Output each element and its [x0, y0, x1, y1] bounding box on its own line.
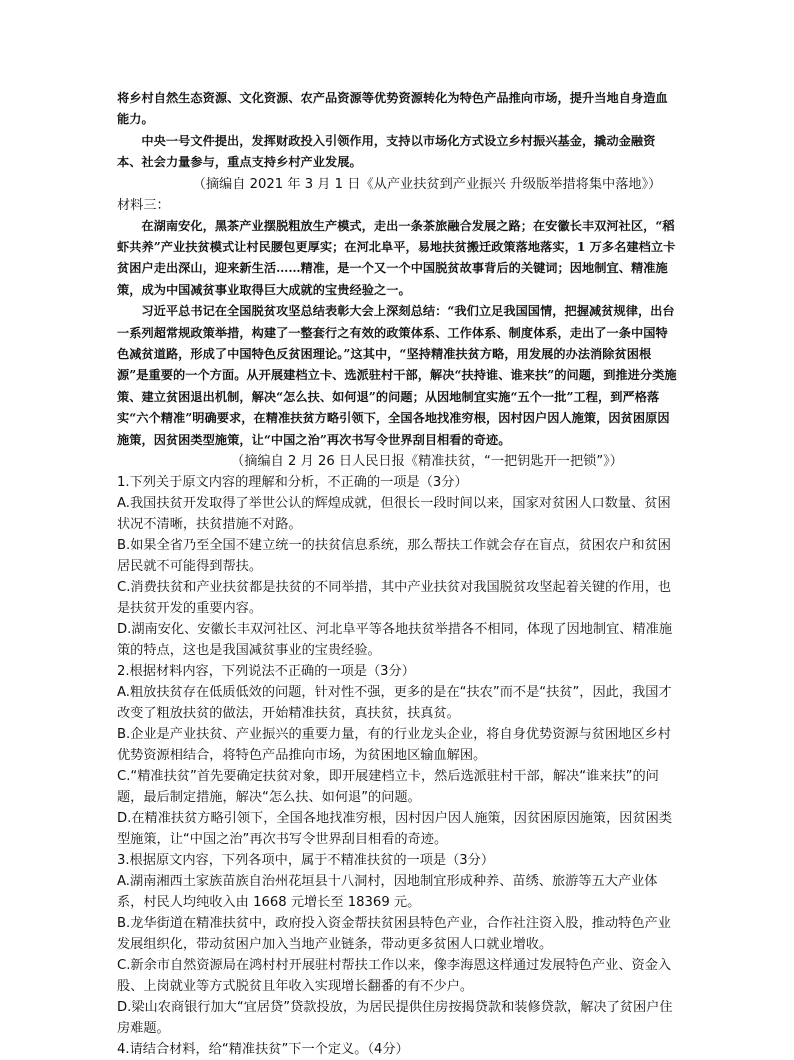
material3-heading: 材料三：: [117, 197, 170, 213]
question-option: D.湖南安化、安徽长丰双河社区、河北阜平等各地扶贫举措各不相同，体现了因地制宜、精准施策的特点，这也是我国减贫事业的宝贵经验。: [117, 622, 673, 659]
question-stem: 2.根据材料内容，下列说法不正确的一项是（3分）: [117, 664, 415, 680]
question-option: C.消费扶贫和产业扶贫都是扶贫的不同举措，其中产业扶贫对我国脱贫攻坚起着关键的作用，也是扶贫开发的重要内容。: [117, 580, 672, 617]
text-column: [117, 88, 677, 1060]
question-3: [117, 850, 677, 1039]
material2-source: （摘编自 2021 年 3 月 1 日《从产业扶贫到产业振兴 升级版举措将集中落地》）: [192, 176, 662, 192]
question-option: C.“精准扶贫”首先要确定扶贫对象，即开展建档立卡，然后选派驻村干部，解决“谁来扶”的问题，最后制定措施，解决“怎么扶、如何退”的问题。: [117, 769, 659, 806]
material2-tail-paragraph: 将乡村自然生态资源、文化资源、农产品资源等优势资源转化为特色产品推向市场，提升当地自身造血能力。: [117, 91, 668, 127]
question-2: [117, 661, 677, 850]
question-option: B.如果全省乃至全国不建立统一的扶贫信息系统，那么帮扶工作就会存在盲点，贫困农户和贫困居民就不可能得到帮扶。: [117, 538, 671, 575]
question-option: A.粗放扶贫存在低质低效的问题，针对性不强，更多的是在“扶农”而不是“扶贫”，因此，我国才改变了粗放扶贫的做法，开始精准扶贫，真扶贫，扶真贫。: [117, 685, 672, 722]
material3-paragraph: 习近平总书记在全国脱贫攻坚总结表彰大会上深刻总结：“我们立足我国国情，把握减贫规律，出台一系列超常规政策举措，构建了一整套行之有效的政策体系、工作体系、制度体系，走出了一条中国特色减贫道路，形成了中国特色反贫困理论。”这其中，“坚持精准扶贫方略，用发展的办法消除贫困根源”是重要的一个方面。从开展建档立卡、选派驻村干部，解决“扶持谁、谁来扶”的问题，到推进分类施策、建立贫困退出机制，解决“怎么扶、如何退”的问题；从因地制宜实施“五个一批”工程，到严格落实“六个精准”明确要求，在精准扶贫方略引领下，全国各地找准穷根，因村因户因人施策，因贫困原因施策，因贫困类型施策，让“中国之治”再次书写令世界刮目相看的奇迹。: [117, 304, 677, 447]
question-option: C.新余市自然资源局在鸿村村开展驻村帮扶工作以来，像李海恩这样通过发展特色产业、资金入股、上岗就业等方式脱贫且年收入实现增长翻番的有不少户。: [117, 958, 672, 995]
material2-tail-paragraph: 中央一号文件提出，发挥财政投入引领作用，支持以市场化方式设立乡村振兴基金，撬动金融资本、社会力量参与，重点支持乡村产业发展。: [117, 133, 656, 170]
question-option: B.龙华街道在精准扶贫中，政府投入资金帮扶贫困县特色产业，合作社注资入股，推动特色产业发展组织化，带动贫困户加入当地产业链条，带动更多贫困人口就业增收。: [117, 916, 671, 953]
question-stem: 3.根据原文内容，下列各项中，属于不精准扶贫的一项是（3分）: [117, 853, 495, 869]
question-option: A.我国扶贫开发取得了举世公认的辉煌成就，但很长一段时间以来，国家对贫困人口数量、贫困状况不清晰，扶贫措施不对路。: [117, 496, 671, 533]
question-option: D.在精准扶贫方略引领下，全国各地找准穷根，因村因户因人施策，因贫困原因施策，因贫困类型施策，让“中国之治”再次书写令世界刮目相看的奇迹。: [117, 811, 673, 848]
question-4: [117, 1039, 677, 1060]
question-stem: 1.下列关于原文内容的理解和分析，不正确的一项是（3分）: [117, 475, 468, 491]
material3-paragraph: 在湖南安化，黑茶产业摆脱粗放生产模式，走出一条茶旅融合发展之路；在安徽长丰双河社区，“稻虾共养”产业扶贫模式让村民腰包更厚实；在河北阜平，易地扶贫搬迁政策落地落实，1 万多名建档立卡贫困户走出深山，迎来新生活……精准，是一个又一个中国脱贫故事背后的关键词；因地制宜、精准施策，成为中国减贫事业取得巨大成就的宝贵经验之一。: [117, 218, 676, 297]
question-option: A.湖南湘西土家族苗族自治州花垣县十八洞村，因地制宜形成种养、苗绣、旅游等五大产业体系，村民人均纯收入由 1668 元增长至 18369 元。: [117, 874, 658, 911]
material3-source: （摘编自 2 月 26 日人民日报《精准扶贫，“一把钥匙开一把锁”》）: [231, 454, 623, 470]
question-stem: 4.请结合材料，给“精准扶贫”下一个定义。（4分）: [117, 1042, 409, 1058]
question-option: B.企业是产业扶贫、产业振兴的重要力量，有的行业龙头企业，将自身优势资源与贫困地区乡村优势资源相结合，将特色产品推向市场，为贫困地区输血解困。: [117, 727, 671, 764]
question-option: D.梁山农商银行加大“宜居贷”贷款投放，为居民提供住房按揭贷款和装修贷款，解决了贫困户住房难题。: [117, 1000, 673, 1037]
question-1: [117, 472, 677, 661]
